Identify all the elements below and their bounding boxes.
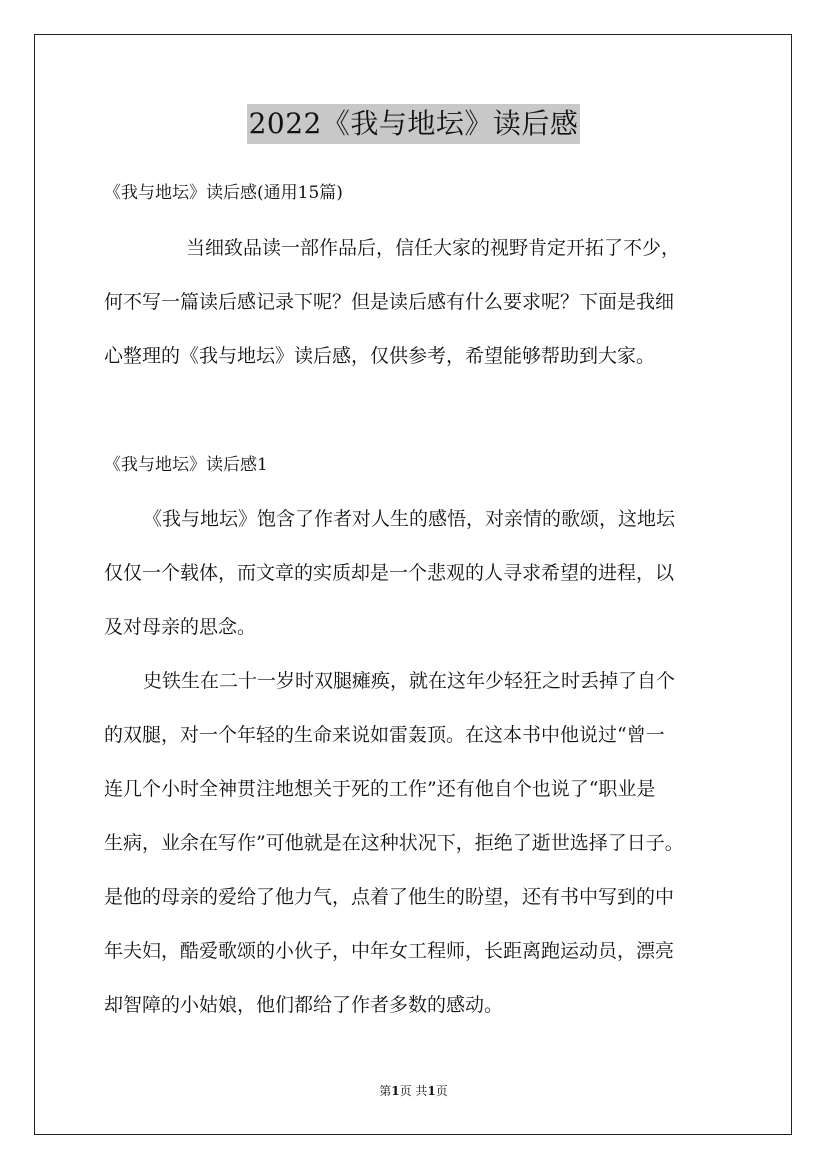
title-container [0, 104, 827, 144]
paragraph-line: 的双腿，对一个年轻的生命来说如雷轰顶。在这本书中他说过“曾一 [104, 724, 665, 746]
paragraph-line: 生病，业余在写作”可他就是在这种状况下，拒绝了逝世选择了日子。 [104, 832, 684, 854]
intro-line: 当细致品读一部作品后，信任大家的视野肯定开拓了不少， [186, 237, 681, 259]
paragraph-line: 《我与地坛》饱含了作者对人生的感悟，对亲情的歌颂，这地坛 [143, 508, 676, 530]
paragraph-line: 史铁生在二十一岁时双腿瘫痪，就在这年少轻狂之时丢掉了自个 [143, 670, 676, 692]
footer-suffix: 页 [435, 1084, 448, 1098]
footer-prefix: 第 [379, 1084, 392, 1098]
intro-line: 心整理的《我与地坛》读后感，仅供参考，希望能够帮助到大家。 [104, 345, 656, 367]
intro-line: 何不写一篇读后感记录下呢？但是读后感有什么要求呢？下面是我细 [104, 291, 675, 313]
section-heading: 《我与地坛》读后感1 [104, 455, 268, 475]
footer-total-pages: 1 [427, 1084, 436, 1098]
footer-mid: 页 共 [399, 1084, 428, 1098]
paragraph-line: 仅仅一个载体，而文章的实质却是一个悲观的人寻求希望的进程，以 [104, 562, 675, 584]
paragraph-line: 却智障的小姑娘，他们都给了作者多数的感动。 [104, 994, 504, 1016]
document-subtitle: 《我与地坛》读后感(通用15篇) [104, 183, 343, 203]
paragraph-line: 及对母亲的思念。 [104, 616, 257, 638]
paragraph-line: 是他的母亲的爱给了他力气，点着了他生的盼望，还有书中写到的中 [104, 886, 675, 908]
page-footer [0, 1082, 827, 1100]
paragraph-line: 连几个小时全神贯注地想关于死的工作”还有他自个也说了“职业是 [104, 778, 656, 800]
paragraph-line: 年夫妇，酷爱歌颂的小伙子，中年女工程师，长距离跑运动员，漂亮 [104, 940, 675, 962]
document-title: 2022《我与地坛》读后感 [247, 104, 581, 144]
footer-page-number: 1 [391, 1084, 400, 1098]
